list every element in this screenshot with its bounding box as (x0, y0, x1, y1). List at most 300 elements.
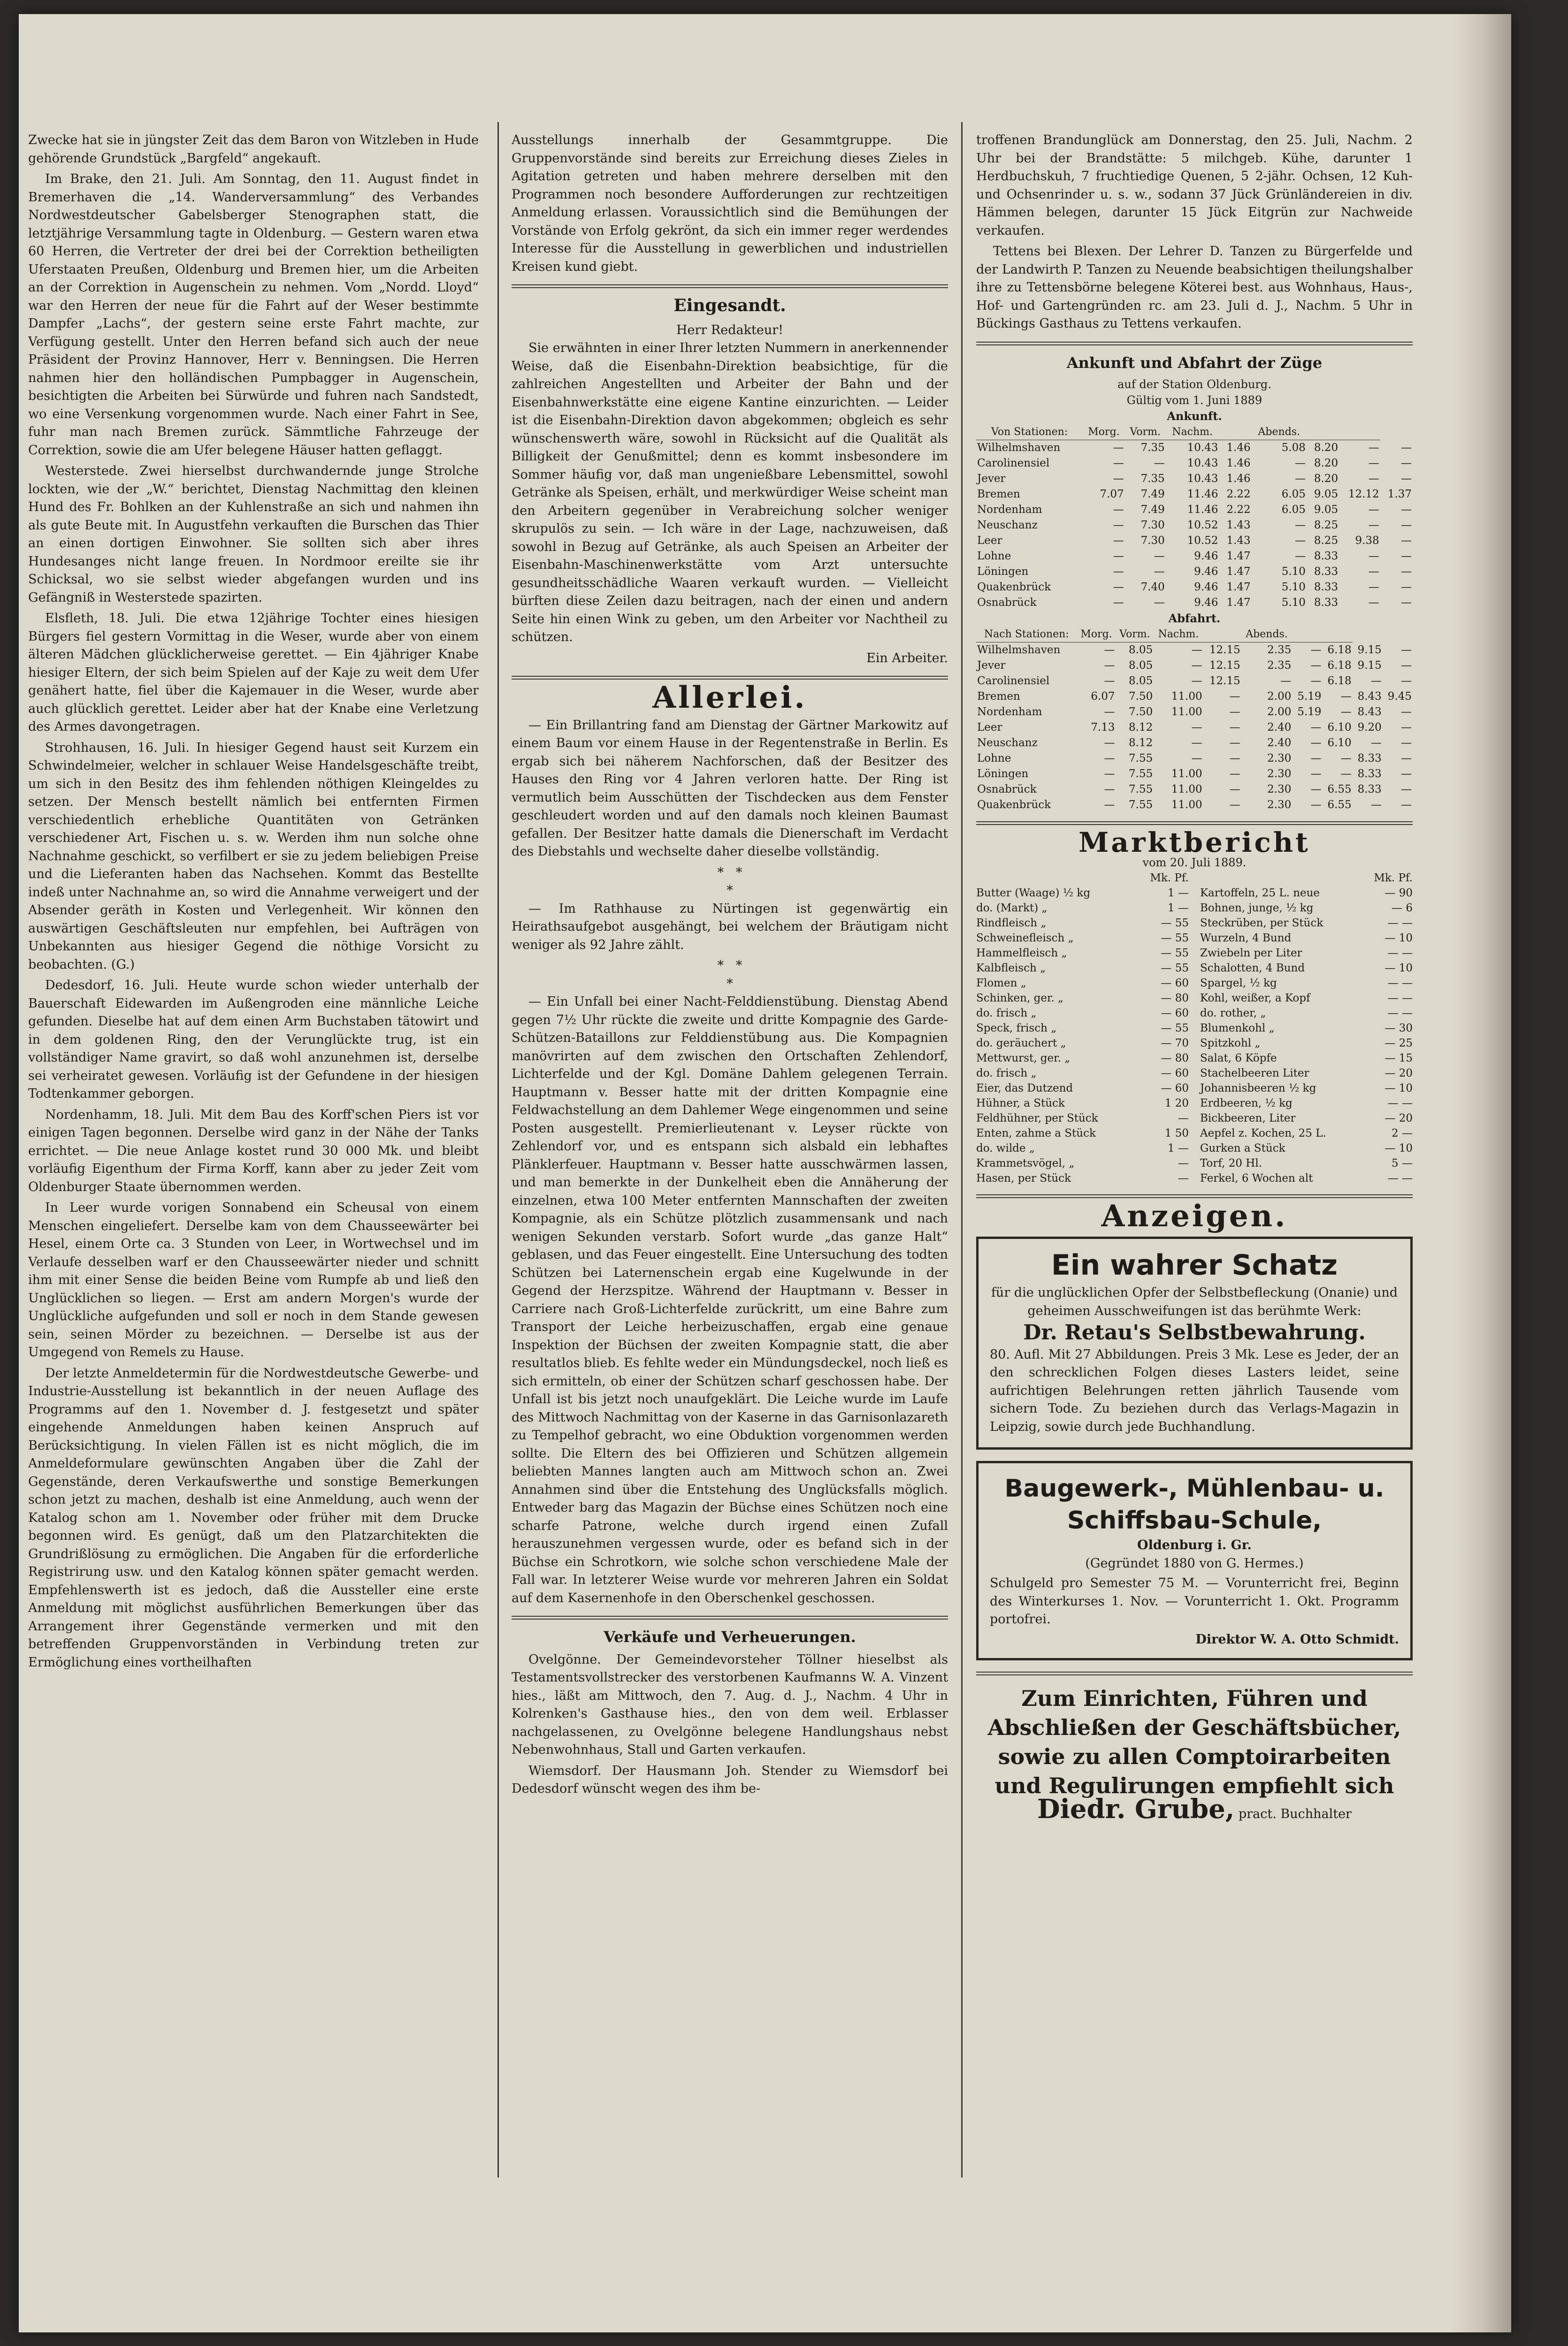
train-time: 7.55 (1129, 752, 1153, 764)
timetable-row (976, 735, 1413, 751)
train-time: — (1370, 737, 1382, 749)
train-time: 7.50 (1129, 706, 1153, 718)
article-paragraph: Nordenhamm, 18. Juli. Mit dem Bau des Korff'schen Piers ist vor einigen Tagen begonnen. Derselbe wird ganz in der Nähe der Tanks errichtet. — Die neue Anlage kostet rund 30 000 Mk. und bleibt vorläufig Eigenthum der Firma Korff, kann aber zu jeder Zeit vom Oldenburger Staate übernommen werden. (28, 1107, 479, 1194)
section-divider (512, 676, 948, 680)
market-row (976, 931, 1189, 946)
train-time: — (1113, 596, 1124, 609)
train-time: 6.18 (1327, 659, 1352, 672)
train-time: — (1294, 473, 1306, 485)
train-time: 5.19 (1297, 690, 1322, 703)
station-name: Carolinensiel (977, 675, 1050, 687)
market-row (976, 1141, 1189, 1156)
train-time: 6.10 (1327, 737, 1352, 749)
train-time: — (1401, 659, 1412, 672)
train-time: — (1113, 457, 1124, 469)
section-heading-verkaeufe: Verkäufe und Verheuerungen. (604, 1628, 856, 1646)
ad-text: Schulgeld pro Semester 75 M. — Vorunterricht frei, Beginn des Winterkurses 1. Nov. — Vorunterricht 1. Okt. Programm portofrei. (990, 1576, 1399, 1627)
train-time: — (1113, 581, 1124, 593)
letter-signature: Ein Arbeiter. (866, 650, 948, 665)
market-price: — 30 (1384, 1022, 1413, 1034)
train-time: 7.49 (1140, 488, 1165, 500)
train-time: 1.46 (1226, 457, 1251, 469)
article-paragraph: Im Brake, den 21. Juli. Am Sonntag, den 11. August findet in Bremerhaven die „14. Wanderversammlung“ des Verbandes Nordwestdeutscher Gabelsberger Stenographen statt, die letztjährige Versammlung tagte in Oldenburg. — Gestern waren etwa 60 Herren, die Vertreter der drei bei der Correktion betheiligten Uferstaaten Preußen, Oldenburg und Bremen hier, um die Arbeiten an der Correktion in Augenschein zu nehmen. Vom „Nordd. Lloyd“ war den Herren der neue für die Fahrt auf der Weser bestimmte Dampfer „Lachs“, der gestern seine erste Fahrt machte, zur Verfügung gestellt. Unter den Herren befand sich auch der neue Präsident der Provinz Hannover, Herr v. Benningsen. Die Herren nahmen hier den holländischen Pumpbagger in Augenschein, besichtigten die Arbeiten bei Sürwürde und fuhren nach Sandstedt, wo eine Versenkung vorgenommen wurde. Nach einer Fahrt in See, fuhr man nach Bremen zurück. Sämmtliche Fahrzeuge der Correktion, sowie die am Ufer belegene Häuser hatten geflaggt. (28, 172, 479, 458)
market-item: do. frisch „ (976, 1067, 1037, 1079)
train-time: — (1229, 721, 1240, 734)
train-time: — (1310, 768, 1322, 780)
train-time: 7.30 (1140, 519, 1165, 531)
news-item: — Im Rathhause zu Nürtingen ist gegenwärtig ein Heirathsaufgebot ausgehängt, bei welchem der Bräutigam nicht weniger als 92 Jahre zählt. (512, 901, 948, 952)
section-heading-allerlei: Allerlei. (652, 680, 807, 715)
train-time: 11.00 (1171, 690, 1202, 703)
train-time: — (1401, 596, 1412, 609)
ad-name: Diedr. Grube, (1037, 1794, 1235, 1825)
market-price: — — (1387, 917, 1413, 929)
market-item: Enten, zahme a Stück (976, 1127, 1096, 1139)
market-row (976, 946, 1189, 961)
station-name: Löningen (977, 768, 1029, 780)
train-time: — (1368, 565, 1379, 578)
market-row (1200, 961, 1413, 976)
train-time: 8.20 (1314, 457, 1339, 469)
market-item: Schinken, ger. „ (976, 992, 1063, 1004)
train-time: 9.15 (1357, 659, 1382, 672)
market-price: — 6 (1392, 902, 1413, 914)
column-rule-2 (961, 122, 963, 2178)
train-time: — (1294, 519, 1306, 531)
market-heading: Marktbericht (1078, 826, 1310, 858)
station-name: Leer (977, 535, 1002, 547)
station-name: Wilhelmshaven (977, 442, 1061, 454)
station-name: Neuschanz (977, 519, 1038, 531)
market-item: Salat, 6 Köpfe (1200, 1052, 1277, 1064)
market-item: Schweinefleisch „ (976, 932, 1074, 944)
train-time: — (1310, 675, 1322, 687)
timetable-row (976, 549, 1413, 564)
market-price: — 15 (1384, 1052, 1413, 1064)
column-3 (976, 131, 1413, 2271)
train-time: — (1191, 675, 1202, 687)
market-column-right (1200, 871, 1413, 1186)
market-item: Hühner, a Stück (976, 1097, 1065, 1109)
train-time: — (1401, 581, 1412, 593)
train-time: — (1191, 752, 1202, 764)
train-time: — (1401, 799, 1412, 811)
market-price: — (1178, 1112, 1189, 1124)
train-time: 7.35 (1140, 442, 1165, 454)
market-row (976, 1096, 1189, 1111)
market-price: 2 — (1392, 1127, 1413, 1139)
timetable-row (976, 471, 1413, 487)
article-paragraph: Zwecke hat sie in jüngster Zeit das dem Baron von Witzleben in Hude gehörende Grundstück „Bargfeld“ angekauft. (28, 133, 479, 166)
timetable-header-cell (1307, 424, 1339, 440)
salutation: Herr Redakteur! (676, 322, 783, 337)
station-name: Carolinensiel (977, 457, 1050, 469)
advertisement-schatz (976, 1237, 1413, 1450)
market-date: vom 20. Juli 1889. (1142, 856, 1247, 869)
train-time: 9.05 (1314, 488, 1339, 500)
section-divider (512, 284, 948, 288)
advertisement-baugewerk (976, 1461, 1413, 1660)
train-time: 7.49 (1140, 504, 1165, 516)
train-time: 7.55 (1129, 799, 1153, 811)
timetable-validity: Gültig vom 1. Juni 1889 (1126, 394, 1262, 407)
train-time: 1.46 (1226, 473, 1251, 485)
market-price: — 25 (1384, 1037, 1413, 1049)
train-time: — (1310, 737, 1322, 749)
market-item: Johannisbeeren ½ kg (1200, 1082, 1316, 1094)
train-time: 2.40 (1267, 737, 1292, 749)
train-time: 7.55 (1129, 783, 1153, 795)
train-time: 1.46 (1226, 442, 1251, 454)
train-time: — (1368, 519, 1379, 531)
market-item: Feldhühner, per Stück (976, 1112, 1098, 1124)
column-1 (28, 131, 479, 2271)
market-price: — 20 (1384, 1112, 1413, 1124)
train-time: — (1368, 581, 1379, 593)
market-item: Eier, das Dutzend (976, 1082, 1073, 1094)
market-row (976, 901, 1189, 916)
ad-line: Zum Einrichten, Führen und (1021, 1686, 1368, 1711)
train-time: 7.13 (1091, 721, 1115, 734)
train-time: 5.10 (1281, 581, 1306, 593)
train-time: — (1310, 799, 1322, 811)
train-time: 8.43 (1357, 690, 1382, 703)
market-row (976, 1006, 1189, 1021)
train-time: 8.43 (1357, 706, 1382, 718)
market-price: — 80 (1161, 992, 1189, 1004)
timetable-header-cell: Nachm. (1154, 627, 1203, 642)
market-price: 1 50 (1164, 1127, 1189, 1139)
train-time: — (1401, 675, 1412, 687)
market-row (1200, 1126, 1413, 1141)
train-time: 6.18 (1327, 675, 1352, 687)
timetable-row (976, 720, 1413, 735)
station-name: Osnabrück (977, 783, 1037, 795)
market-price: — 55 (1161, 947, 1189, 959)
market-price: 1 — (1168, 886, 1189, 899)
train-time: — (1113, 550, 1124, 562)
market-row (976, 976, 1189, 991)
train-time: 1.47 (1226, 565, 1251, 578)
timetable-row (976, 440, 1413, 456)
train-time: — (1104, 659, 1115, 672)
market-price: — — (1387, 977, 1413, 989)
article-paragraph: Der letzte Anmeldetermin für die Nordwestdeutsche Gewerbe- und Industrie-Ausstellung ist bekanntlich in der neuen Auflage des Programms auf den 1. November d. J. festgesetzt und später eingehende Anmeldungen haben keinen Anspruch auf Berücksichtigung. In vielen Fällen ist es nicht möglich, die im Anmeldeformulare gewünschten Angaben über die Zahl der Gegenstände, deren Verkaufswerthe und sonstige Bemerkungen schon jetzt zu machen, deshalb ist eine Anmeldung, auch wenn der Katalog schon am 1. November oder früher mit dem Drucke begonnen wird. Es genügt, daß um den Platzarchitekten die Grundrißlösung zu ermöglichen. Die Angaben für die erforderliche Registrirung usw. und den Katalog können später gemacht werden. Empfehlenswerth ist es jedoch, daß die Aussteller eine erste Anmeldung mit möglichst ausführlichen Bemerkungen über das Arrangement ihrer Gegenstände vermerken und mit den betreffenden Gruppenvorständen in Verbindung treten zur Ermöglichung eines vortheilhaften (28, 1366, 479, 1670)
train-time: — (1368, 596, 1379, 609)
page-fold-shadow (1455, 14, 1511, 2332)
market-item: Blumenkohl „ (1200, 1022, 1275, 1034)
train-time: — (1401, 441, 1412, 454)
market-row (976, 1171, 1189, 1186)
market-item: Spitzkohl „ (1200, 1037, 1261, 1049)
train-time: 8.33 (1314, 596, 1339, 609)
timetable-row (976, 797, 1413, 813)
letter-text: Sie erwähnten in einer Ihrer letzten Nummern in anerkennender Weise, daß die Eisenbahn-Direktion beabsichtige, für die zahlreichen Angestellten und Arbeiter der Bahn und der Eisenbahnwerkstätte eine eigene Kantine einzurichten. — Leider ist die Eisenbahn-Direktion davon abgekommen; obgleich es sehr wünschenswerth wäre, sowohl in Rücksicht auf die Qualität als Billigkeit der Genußmittel; denn es kommt insbesondere im Sommer häufig vor, daß man ungenießbare Lebensmittel, sowohl Getränke als Speisen, erhält, und merkwürdiger Weise scheint man den Arbeitern gegenüber in Verabreichung solcher weniger skrupulös zu sein. — Ich wäre in der Lage, nachzuweisen, daß sowohl in Bezug auf Getränke, als auch Speisen an Arbeiter der Eisenbahn-Maschinenwerkstätte vom Arzt untersuchte gesundheitsschädliche Waaren verkauft wurden. — Vielleicht bürften diese Zeilen dazu beitragen, nach der einen und andern Seite hin einen Wink zu geben, um den Arbeiter vor Nachtheil zu schützen. (512, 341, 948, 644)
timetable-row (976, 595, 1413, 611)
train-time: — (1401, 737, 1412, 749)
market-item: Speck, frisch „ (976, 1022, 1057, 1034)
market-row (976, 991, 1189, 1006)
market-table (976, 871, 1413, 1186)
market-unit-header: Mk. Pf. (1150, 871, 1189, 884)
market-row (1200, 1066, 1413, 1081)
train-time: — (1310, 721, 1322, 734)
market-row (976, 916, 1189, 931)
article-paragraph: In Leer wurde vorigen Sonnabend ein Scheusal von einem Menschen eingeliefert. Derselbe kam von dem Chausseewärter bei Hesel, einem Orte ca. 3 Stunden von Leer, in Wortwechsel und im Verlaufe desselben warf er den Chausseewärter nieder und schnitt ihm mit einer Sense die beiden Beine vom Rumpfe ab und ließ den Unglücklichen so liegen. — Erst am andern Morgen's wurde der Unglückliche aufgefunden und soll er noch in dem Stande gewesen sein, seinen Mörder zu bezeichnen. — Derselbe ist aus der Umgegend von Remels zu Hause. (28, 1200, 479, 1360)
train-time: — (1113, 473, 1124, 485)
market-price: — (1178, 1157, 1189, 1169)
train-time: — (1368, 550, 1379, 562)
market-row (1200, 1006, 1413, 1021)
train-time: 2.40 (1267, 721, 1292, 734)
ad-line: Abschließen der Geschäftsbücher, (987, 1715, 1401, 1740)
train-time: — (1368, 442, 1379, 454)
market-row (1200, 901, 1413, 916)
train-time: 7.07 (1100, 488, 1124, 500)
timetable-row (976, 487, 1413, 502)
ad-place: Oldenburg i. Gr. (1137, 1538, 1252, 1552)
train-time: 6.05 (1281, 504, 1306, 516)
train-time: — (1368, 473, 1379, 485)
train-time: 11.00 (1171, 799, 1202, 811)
market-item: Bickbeeren, Liter (1200, 1112, 1296, 1124)
market-row (1200, 916, 1413, 931)
station-name: Osnabrück (977, 596, 1037, 609)
market-item: Wurzeln, 4 Bund (1200, 932, 1292, 944)
notice-item: Ovelgönne. Der Gemeindevorsteher Töllner hieselbst als Testamentsvollstrecker des verstorbenen Kaufmanns W. A. Vinzent hies., läßt am Mittwoch, den 7. Aug. d. J., Nachm. 4 Uhr in Kolrenken's Gasthause hies., den von dem weil. Erblasser nachgelassenen, zu Ovelgönne belegene Handlungshaus nebst Nebenwohnhaus, Stall und Garten verkaufen. (512, 1652, 948, 1757)
train-time: — (1191, 737, 1202, 749)
station-name: Bremen (977, 488, 1020, 500)
market-item: Erdbeeren, ½ kg (1200, 1097, 1293, 1109)
train-time: — (1104, 783, 1115, 795)
train-time: 10.52 (1187, 519, 1218, 531)
market-price: — 55 (1161, 962, 1189, 974)
train-time: 8.20 (1314, 442, 1339, 454)
market-item: Krammetsvögel, „ (976, 1157, 1075, 1169)
timetable-header-cell: Von Stationen: (976, 424, 1083, 440)
section-divider (976, 1672, 1413, 1675)
train-time: — (1401, 457, 1412, 469)
train-time: — (1401, 550, 1412, 562)
train-time: 9.15 (1357, 643, 1382, 656)
station-name: Jever (977, 473, 1006, 485)
timetable-header-cell (1219, 424, 1252, 440)
train-time: 8.33 (1314, 565, 1339, 578)
train-time: — (1154, 565, 1165, 578)
train-time: — (1113, 535, 1124, 547)
market-item: Mettwurst, ger. „ (976, 1052, 1071, 1064)
train-time: — (1340, 768, 1352, 780)
market-row (976, 1081, 1189, 1096)
market-price: — 20 (1384, 1067, 1413, 1079)
train-time: — (1294, 457, 1306, 469)
ad-title: Ein wahrer Schatz (1051, 1249, 1338, 1282)
train-time: 8.05 (1129, 644, 1153, 656)
market-unit-header: Mk. Pf. (1374, 871, 1413, 884)
train-time: — (1401, 752, 1412, 764)
market-row (976, 1066, 1189, 1081)
section-divider (512, 1616, 948, 1620)
train-time: 12.12 (1348, 488, 1379, 500)
article-paragraph: Elsfleth, 18. Juli. Die etwa 12jährige Tochter eines hiesigen Bürgers fiel gestern Vormittag in die Weser, wurde aber von einem älteren Mädchen glücklicherweise gerettet. — Ein 4jähriger Knabe hiesiger Eltern, der sich beim Spielen auf der Kaje zu weit dem Ufer genähert hatte, fiel über die Kajemauer in die Weser, wurde aber auch glücklich gerettet. Leider aber hat der Knabe eine Verletzung des Armes davongetragen. (28, 611, 479, 734)
train-time: 10.52 (1187, 535, 1218, 547)
train-time: 8.12 (1129, 737, 1153, 749)
ad-director: Direktor W. A. Otto Schmidt. (1195, 1632, 1399, 1647)
train-time: — (1113, 519, 1124, 531)
train-time: — (1310, 783, 1322, 795)
timetable-header-cell: Abends. (1241, 627, 1293, 642)
station-name: Quakenbrück (977, 799, 1051, 811)
market-item: Torf, 20 Hl. (1200, 1157, 1262, 1169)
station-name: Lohne (977, 550, 1011, 562)
market-row (1200, 1081, 1413, 1096)
train-time: — (1104, 768, 1115, 780)
station-name: Quakenbrück (977, 581, 1051, 593)
market-item: Zwiebeln per Liter (1200, 947, 1302, 959)
train-time: 11.00 (1171, 783, 1202, 795)
timetable-row (976, 673, 1413, 689)
market-row (1200, 1171, 1413, 1186)
train-time: 8.05 (1129, 675, 1153, 687)
timetable-row (976, 689, 1413, 704)
train-time: — (1113, 565, 1124, 578)
ad-title-line2: Schiffsbau-Schule, (1067, 1506, 1322, 1535)
ad-text: für die unglücklichen Opfer der Selbstbefleckung (Onanie) und geheimen Ausschweifungen ist das berühmte Werk: (991, 1285, 1398, 1318)
station-name: Jever (977, 659, 1006, 672)
train-time: 1.47 (1226, 581, 1251, 593)
train-time: 12.15 (1209, 644, 1240, 656)
train-time: 10.43 (1187, 442, 1218, 454)
market-price: 1 20 (1164, 1097, 1189, 1109)
train-time: 2.00 (1267, 706, 1292, 718)
timetable-header-cell: Nach Stationen: (976, 627, 1077, 642)
notice-item: Wiemsdorf. Der Hausmann Joh. Stender zu Wiemsdorf bei Dedesdorf wünscht wegen des ihm be- (512, 1763, 948, 1796)
timetable-header-cell: Abends. (1252, 424, 1307, 440)
train-time: 8.33 (1357, 783, 1382, 795)
train-time: — (1401, 565, 1412, 578)
train-time: — (1294, 550, 1306, 562)
station-name: Nordenham (977, 504, 1042, 516)
train-time: 2.22 (1226, 504, 1251, 516)
market-price: — — (1387, 1172, 1413, 1184)
train-time: 11.46 (1187, 504, 1218, 516)
train-time: 8.33 (1357, 768, 1382, 780)
market-row (1200, 1141, 1413, 1156)
train-time: — (1104, 675, 1115, 687)
market-item: Kalbfleisch „ (976, 962, 1046, 974)
market-price: — — (1387, 947, 1413, 959)
train-time: — (1191, 721, 1202, 734)
train-time: 5.19 (1297, 706, 1322, 718)
market-row (976, 1051, 1189, 1066)
train-time: — (1104, 737, 1115, 749)
newspaper-page (19, 14, 1511, 2332)
market-item: do. rother, „ (1200, 1007, 1266, 1019)
train-time: — (1401, 706, 1412, 718)
market-item: Bohnen, junge, ½ kg (1200, 902, 1314, 914)
train-time: 11.00 (1171, 768, 1202, 780)
train-time: 2.30 (1267, 752, 1292, 764)
market-price: — 60 (1161, 1007, 1189, 1019)
article-paragraph: Ausstellungs innerhalb der Gesammtgruppe. Die Gruppenvorstände sind bereits zur Erreichung dieses Zieles in Agitation getreten und haben mehrere derselben mit den Programmen noch besondere Aufforderungen zur rechtzeitigen Anmeldung erlassen. Voraussichtlich sind die Bemühungen der Vorstände von Erfolg gekrönt, da sich ein immer reger werdendes Interesse für die Ausstellung in gewerblichen und industriellen Kreisen kund giebt. (512, 133, 948, 274)
section-divider (976, 342, 1413, 345)
station-name: Leer (977, 721, 1002, 734)
market-column-left (976, 871, 1189, 1186)
market-item: Ferkel, 6 Wochen alt (1200, 1172, 1313, 1184)
market-item: Butter (Waage) ½ kg (976, 886, 1091, 899)
market-item: do. (Markt) „ (976, 902, 1048, 914)
train-time: — (1368, 504, 1379, 516)
train-time: 8.05 (1129, 659, 1153, 672)
market-item: Spargel, ½ kg (1200, 977, 1277, 989)
market-price: — 55 (1161, 1022, 1189, 1034)
train-time: 1.43 (1226, 519, 1251, 531)
train-time: — (1191, 644, 1202, 656)
train-time: 11.46 (1187, 488, 1218, 500)
timetable-station: auf der Station Oldenburg. (1117, 378, 1271, 391)
train-time: 10.43 (1187, 473, 1218, 485)
station-name: Neuschanz (977, 737, 1038, 749)
section-divider (976, 1194, 1413, 1198)
train-time: — (1401, 504, 1412, 516)
ad-founded: (Gegründet 1880 von G. Hermes.) (1085, 1556, 1304, 1571)
train-time: — (1370, 799, 1382, 811)
train-time: 5.10 (1281, 596, 1306, 609)
market-item: Kartoffeln, 25 L. neue (1200, 886, 1320, 899)
train-time: — (1401, 721, 1412, 734)
notice-item: Tettens bei Blexen. Der Lehrer D. Tanzen zu Bürgerfelde und der Landwirth P. Tanzen zu Neuende beabsichtigen theilungshalber ihre zu Tettensbörne belegene Köterei best. aus Wohnhaus, Haus-, Hof- und Gartengründen rc. am 23. Juli d. J., Nachm. 5 Uhr in Bückings Gasthaus zu Tettens verkaufen. (976, 244, 1413, 331)
train-time: 6.10 (1327, 721, 1352, 734)
arrival-table (976, 424, 1413, 611)
train-time: — (1401, 783, 1412, 795)
market-row (1200, 931, 1413, 946)
timetable-header-cell: Morg. (1077, 627, 1116, 642)
train-time: 8.20 (1314, 473, 1339, 485)
market-price: 1 — (1168, 1142, 1189, 1154)
train-time: — (1229, 706, 1240, 718)
train-time: — (1229, 783, 1240, 795)
market-item: Flomen „ (976, 977, 1026, 989)
train-time: — (1401, 473, 1412, 485)
article-paragraph: Westerstede. Zwei hierselbst durchwandernde junge Strolche lockten, wie der „W.“ berichtet, Dienstag Nachmittag den kleinen Hund des Fr. Bohlken an der Kuhlenstraße an sich und nahmen ihn als gute Beute mit. In Augustfehn verkauften die Burschen das Thier an einen dortigen Einwohner. Sie sollten sich aber ihres Hundesanges nicht lange freuen. In Nordmoor ereilte sie ihr Schicksal, wo sie selbst wieder abgefangen wurden und ins Gefängniß in Westerstede spazirten. (28, 464, 479, 605)
market-price: — 70 (1161, 1037, 1189, 1049)
market-row (976, 1036, 1189, 1051)
item-separator: * * * (717, 865, 742, 898)
train-time: 10.43 (1187, 457, 1218, 469)
timetable-arrival-label: Ankunft. (1167, 409, 1222, 423)
train-time: 7.30 (1140, 535, 1165, 547)
market-item: Kohl, weißer, a Kopf (1200, 992, 1310, 1004)
market-price: — 10 (1384, 932, 1413, 944)
market-price: — 10 (1384, 1142, 1413, 1154)
market-row (1200, 1051, 1413, 1066)
market-row (976, 1111, 1189, 1126)
train-time: 9.05 (1314, 504, 1339, 516)
market-price: — 60 (1161, 1082, 1189, 1094)
train-time: 8.33 (1314, 581, 1339, 593)
train-time: 7.50 (1129, 690, 1153, 703)
train-time: 1.37 (1387, 488, 1412, 500)
timetable-row (976, 518, 1413, 533)
train-time: 8.25 (1314, 519, 1339, 531)
market-row (1200, 991, 1413, 1006)
market-item: Gurken a Stück (1200, 1142, 1285, 1154)
train-time: 6.05 (1281, 488, 1306, 500)
timetable-header-row (976, 627, 1413, 642)
train-time: 2.30 (1267, 799, 1292, 811)
market-price: — (1178, 1172, 1189, 1184)
train-time: 6.07 (1091, 690, 1115, 703)
